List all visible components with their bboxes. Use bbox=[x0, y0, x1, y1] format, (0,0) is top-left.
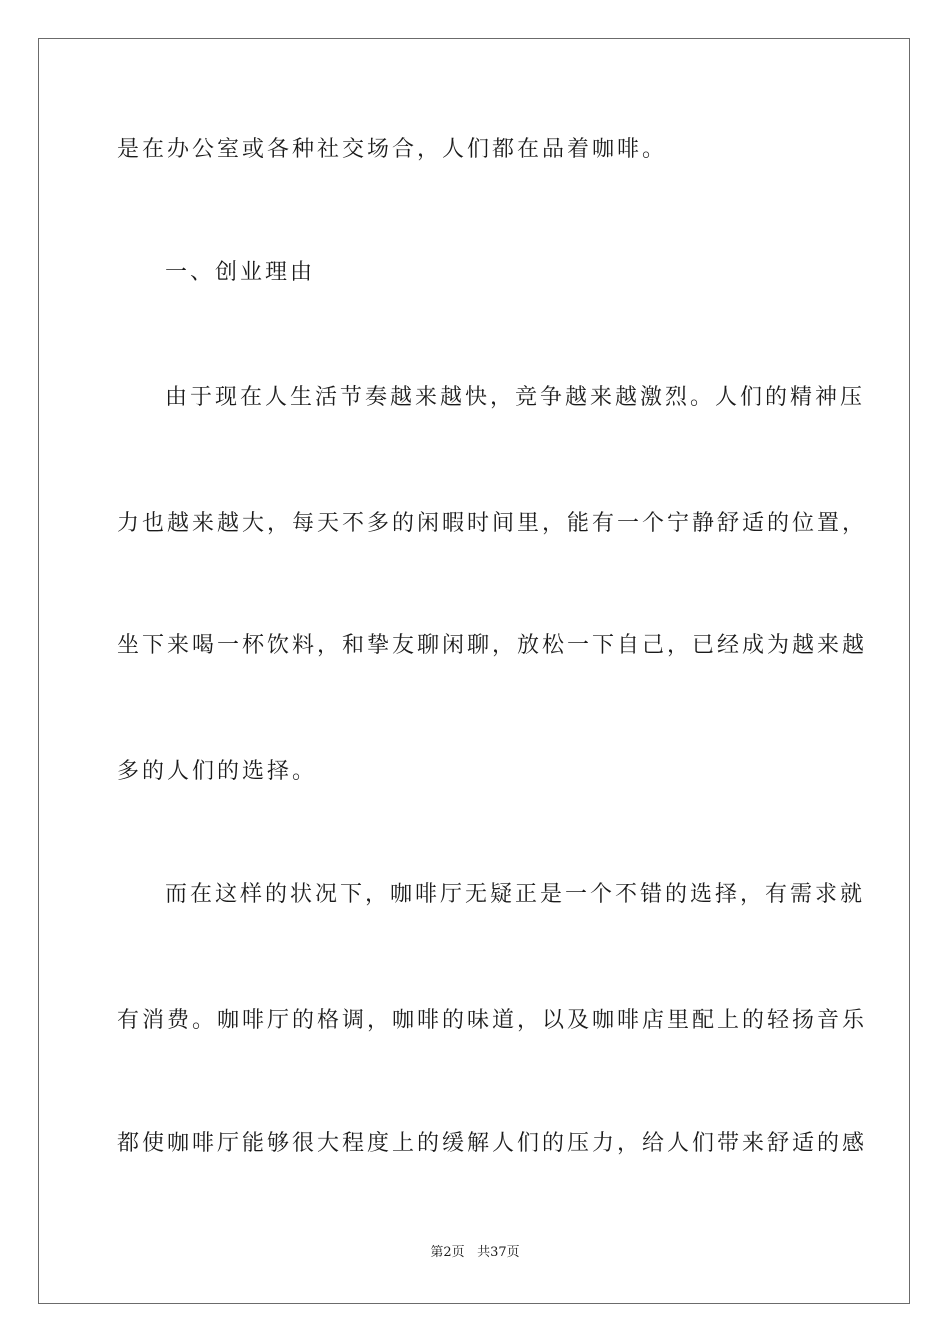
paragraph-line: 由于现在人生活节奏越来越快，竞争越来越激烈。人们的精神压 bbox=[165, 385, 866, 410]
section-heading: 一、创业理由 bbox=[165, 260, 316, 285]
paragraph-line: 都使咖啡厅能够很大程度上的缓解人们的压力，给人们带来舒适的感 bbox=[117, 1131, 868, 1156]
paragraph-line: 多的人们的选择。 bbox=[117, 759, 318, 784]
paragraph-line: 有消费。咖啡厅的格调，咖啡的味道，以及咖啡店里配上的轻扬音乐 bbox=[117, 1008, 868, 1033]
body-text-line: 是在办公室或各种社交场合，人们都在品着咖啡。 bbox=[117, 137, 668, 162]
paragraph-line: 而在这样的状况下，咖啡厅无疑正是一个不错的选择，有需求就 bbox=[165, 882, 866, 907]
page-footer bbox=[0, 1244, 950, 1262]
paragraph-line: 坐下来喝一杯饮料，和挚友聊闲聊，放松一下自己，已经成为越来越 bbox=[117, 633, 868, 658]
page-number: 第2页 bbox=[430, 1245, 465, 1260]
page-border bbox=[38, 38, 910, 1304]
paragraph-line: 力也越来越大，每天不多的闲暇时间里，能有一个宁静舒适的位置， bbox=[117, 511, 868, 536]
total-pages: 共37页 bbox=[477, 1245, 520, 1260]
